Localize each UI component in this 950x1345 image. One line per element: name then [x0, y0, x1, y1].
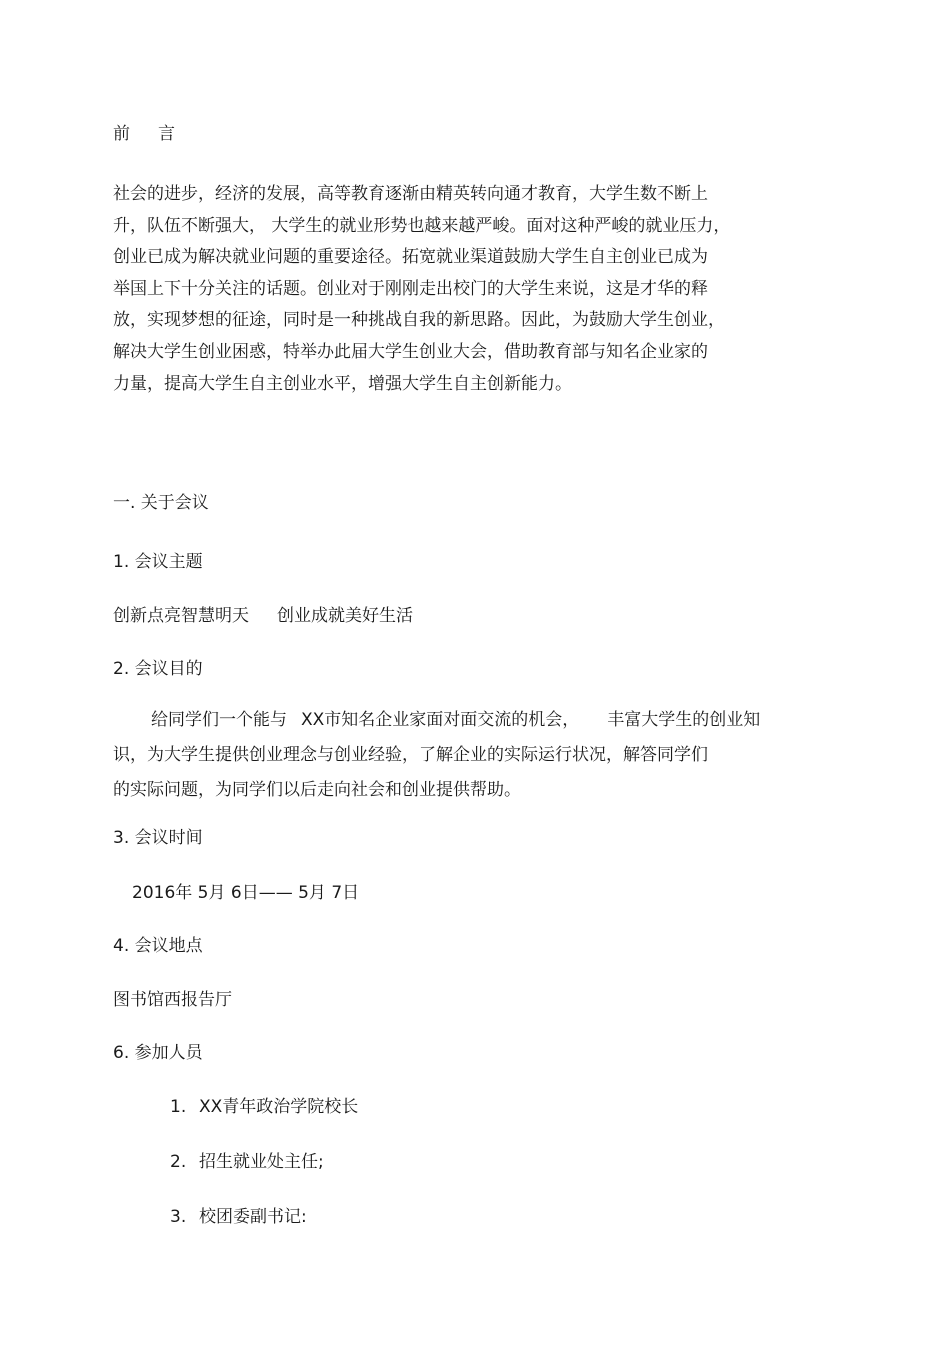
time-heading: 3. 会议时间 — [113, 828, 203, 848]
preface-line: 创业已成为解决就业问题的重要途径。拓宽就业渠道鼓励大学生自主创业已成为 — [113, 247, 708, 268]
attendee-text: XX青年政治学院校长 — [199, 1097, 359, 1117]
preface-title-right: 言 — [158, 124, 175, 144]
preface-line: 力量，提高大学生自主创业水平，增强大学生自主创新能力。 — [113, 373, 572, 394]
preface-title — [113, 122, 175, 146]
attendee-text: 校团委副书记: — [199, 1207, 307, 1227]
attendee-item — [170, 1150, 324, 1174]
attendees-heading: 6. 参加人员 — [113, 1043, 203, 1063]
preface-line: 解决大学生创业困惑，特举办此届大学生创业大会，借助教育部与知名企业家的 — [113, 341, 708, 362]
preface-line: 社会的进步，经济的发展，高等教育逐渐由精英转向通才教育，大学生数不断上 — [113, 184, 708, 204]
attendee-number: 3. — [170, 1207, 187, 1227]
attendee-text: 招生就业处主任; — [199, 1152, 324, 1172]
purpose-line-2: 识，为大学生提供创业理念与创业经验，了解企业的实际运行状况，解答同学们 — [113, 745, 708, 765]
purpose-heading: 2. 会议目的 — [113, 659, 203, 679]
theme-part-2: 创业成就美好生活 — [277, 606, 413, 626]
preface-line: 升，队伍不断强大， 大学生的就业形势也越来越严峻。面对这种严峻的就业压力， — [113, 215, 731, 236]
preface-paragraph — [113, 179, 753, 400]
attendee-number: 1. — [170, 1097, 187, 1117]
purpose-line-1 — [113, 703, 760, 738]
purpose-line-1-part-c: 丰富大学生的创业知 — [607, 710, 761, 730]
attendee-item — [170, 1095, 358, 1119]
theme-heading: 1. 会议主题 — [113, 552, 203, 572]
theme-text — [113, 604, 413, 628]
purpose-paragraph — [113, 703, 760, 808]
time-value: 2016年 5月 6日—— 5月 7日 — [132, 883, 360, 903]
purpose-line-1-part-b: XX市知名企业家面对面交流的机会， — [301, 710, 580, 730]
preface-line: 举国上下十分关注的话题。创业对于刚刚走出校门的大学生来说，这是才华的释 — [113, 278, 708, 299]
section-heading-about-meeting: 一. 关于会议 — [113, 493, 209, 513]
purpose-line-3: 的实际问题，为同学们以后走向社会和创业提供帮助。 — [113, 780, 521, 800]
preface-line: 放，实现梦想的征途，同时是一种挑战自我的新思路。因此，为鼓励大学生创业， — [113, 310, 725, 331]
place-heading: 4. 会议地点 — [113, 936, 203, 956]
attendee-item — [170, 1205, 307, 1229]
attendee-number: 2. — [170, 1152, 187, 1172]
preface-title-left: 前 — [113, 124, 130, 144]
place-value: 图书馆西报告厅 — [113, 990, 232, 1010]
theme-part-1: 创新点亮智慧明天 — [113, 606, 249, 626]
purpose-line-1-part-a: 给同学们一个能与 — [151, 710, 287, 730]
